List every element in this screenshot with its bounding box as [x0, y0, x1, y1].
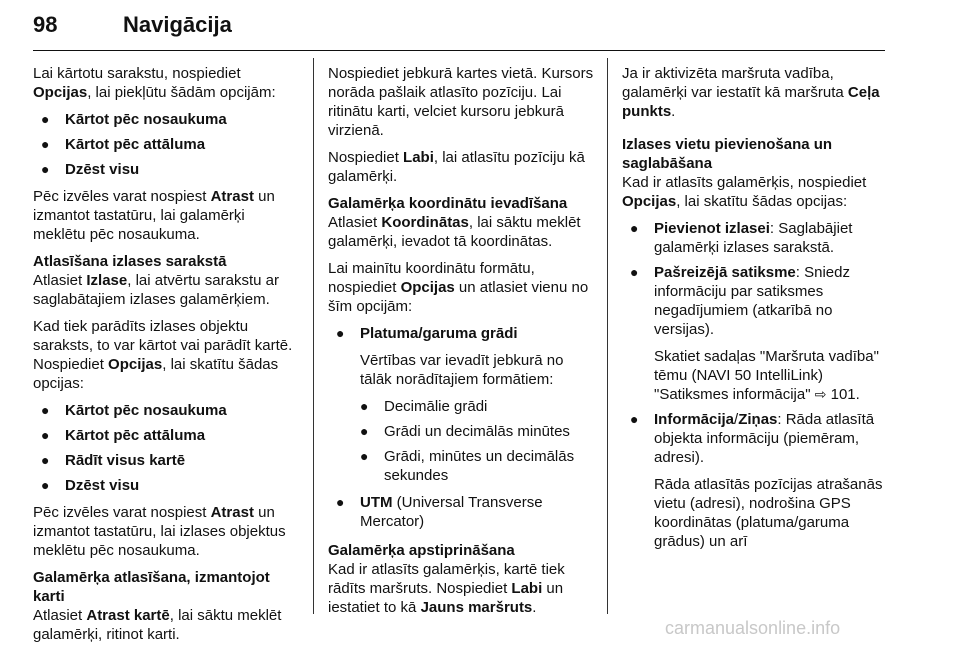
paragraph: Pēc izvēles varat nospiest Atrast un izmantot tastatūru, lai galamērķi meklētu pēc nosaukuma.	[33, 188, 275, 243]
favorites-options-list	[33, 401, 301, 495]
sort-options-list	[33, 110, 301, 179]
list-item: ● Rādīt visus kartē	[33, 451, 301, 470]
paragraph: Kad ir atlasīts galamērķis, nospiediet Opcijas, lai skatītu šādas opcijas:	[622, 174, 867, 210]
list-item: ● Decimālie grādi	[360, 397, 594, 416]
list-item: ● Grādi, minūtes un decimālās sekundes	[360, 447, 594, 485]
column-2	[328, 64, 594, 625]
column-1	[33, 64, 301, 652]
section-heading: Galamērķa atlasīšana, izmantojot karti	[33, 569, 270, 605]
list-item: ● Informācija/Ziņas: Rāda atlasītā objekta informāciju (piemēram, adresi). Rāda atlasītās pozīcijas atrašanās vietu (adresi), nodrošina GPS koordinātas (platuma/garuma grādus) un arī	[622, 410, 888, 551]
paragraph: Lai kārtotu sarakstu, nospiediet Opcijas, lai piekļūtu šādām opcijām:	[33, 65, 276, 101]
column-divider	[607, 58, 608, 614]
paragraph: Pēc izvēles varat nospiest Atrast un izmantot tastatūru, lai izlases objektus meklētu pēc nosaukuma.	[33, 504, 286, 559]
destination-options-list	[622, 219, 888, 551]
list-item: ● Pievienot izlasei: Saglabājiet galamērķi izlases sarakstā.	[622, 219, 888, 257]
list-item: ● Dzēst visu	[33, 160, 301, 179]
section-heading: Izlases vietu pievienošana un saglabāšana	[622, 136, 833, 172]
page-reference-arrow-icon: ⇨	[814, 386, 827, 402]
list-item: ● Grādi un decimālās minūtes	[360, 422, 594, 441]
paragraph: Kad tiek parādīts izlases objektu saraksts, to var kārtot vai parādīt kartē. Nospiediet Opcijas, lai skatītu šādas opcijas:	[33, 318, 293, 392]
page-title: Navigācija	[123, 12, 232, 37]
format-sublist	[360, 397, 594, 485]
coordinate-format-list	[328, 324, 594, 531]
section-heading: Atlasīšana izlases sarakstā	[33, 253, 227, 270]
paragraph: Lai mainītu koordinātu formātu, nospiediet Opcijas un atlasiet vienu no šīm opcijām:	[328, 260, 589, 315]
list-item: ● Kārtot pēc nosaukuma	[33, 401, 301, 420]
paragraph: Atlasiet Koordinātas, lai sāktu meklēt galamērķi, ievadot tā koordinātas.	[328, 214, 581, 250]
page-header	[33, 4, 885, 51]
watermark: carmanualsonline.info	[665, 618, 841, 638]
page-number: 98	[33, 12, 58, 37]
list-item: ● Pašreizējā satiksme: Sniedz informāciju par satiksmes negadījumiem (atkarībā no versijas). Skatiet sadaļas "Maršruta vadība" tēmu (NAVI 50 IntelliLink) "Satiksmes informācija" ⇨ 101.	[622, 263, 888, 404]
section-heading: Galamērķa koordinātu ievadīšana	[328, 195, 568, 212]
column-divider	[313, 58, 314, 614]
section-heading: Galamērķa apstiprināšana	[328, 542, 515, 559]
paragraph: Nospiediet jebkurā kartes vietā. Kursors norāda pašlaik atlasīto pozīciju. Lai ritinātu karti, velciet kursoru jebkurā virzienā.	[328, 65, 594, 139]
list-item: ● Kārtot pēc attāluma	[33, 135, 301, 154]
item-note: Rāda atlasītās pozīcijas atrašanās vietu (adresi), nodrošina GPS koordinātas (platuma/garuma grādus) un arī	[654, 476, 883, 550]
paragraph: Nospiediet Labi, lai atlasītu pozīciju kā galamērķi.	[328, 149, 585, 185]
list-item: ● Kārtot pēc nosaukuma	[33, 110, 301, 129]
paragraph: Atlasiet Izlase, lai atvērtu sarakstu ar saglabātajiem izlases galamērķiem.	[33, 272, 279, 308]
list-item: ● UTM (Universal Transverse Mercator)	[328, 493, 594, 531]
paragraph: Kad ir atlasīts galamērķis, kartē tiek rādīts maršruts. Nospiediet Labi un iestatiet to kā Jauns maršruts.	[328, 561, 565, 616]
list-item: ● Dzēst visu	[33, 476, 301, 495]
column-3	[622, 64, 888, 559]
paragraph: Atlasiet Atrast kartē, lai sāktu meklēt galamērķi, ritinot karti.	[33, 607, 282, 643]
item-note: Skatiet sadaļas "Maršruta vadība" tēmu (NAVI 50 IntelliLink) "Satiksmes informācija" ⇨ 101.	[654, 348, 879, 403]
paragraph: Ja ir aktivizēta maršruta vadība, galamērķi var iestatīt kā maršruta Ceļa punkts.	[622, 65, 880, 120]
list-item: ● Platuma/garuma grādi Vērtības var ievadīt jebkurā no tālāk norādītajiem formātiem: ● Decimālie grādi ● Grādi un decimālās minūtes ● Grādi, minūtes un decimālās sekundes	[328, 324, 594, 485]
list-item: ● Kārtot pēc attāluma	[33, 426, 301, 445]
item-description: Vērtības var ievadīt jebkurā no tālāk norādītajiem formātiem:	[360, 352, 564, 388]
